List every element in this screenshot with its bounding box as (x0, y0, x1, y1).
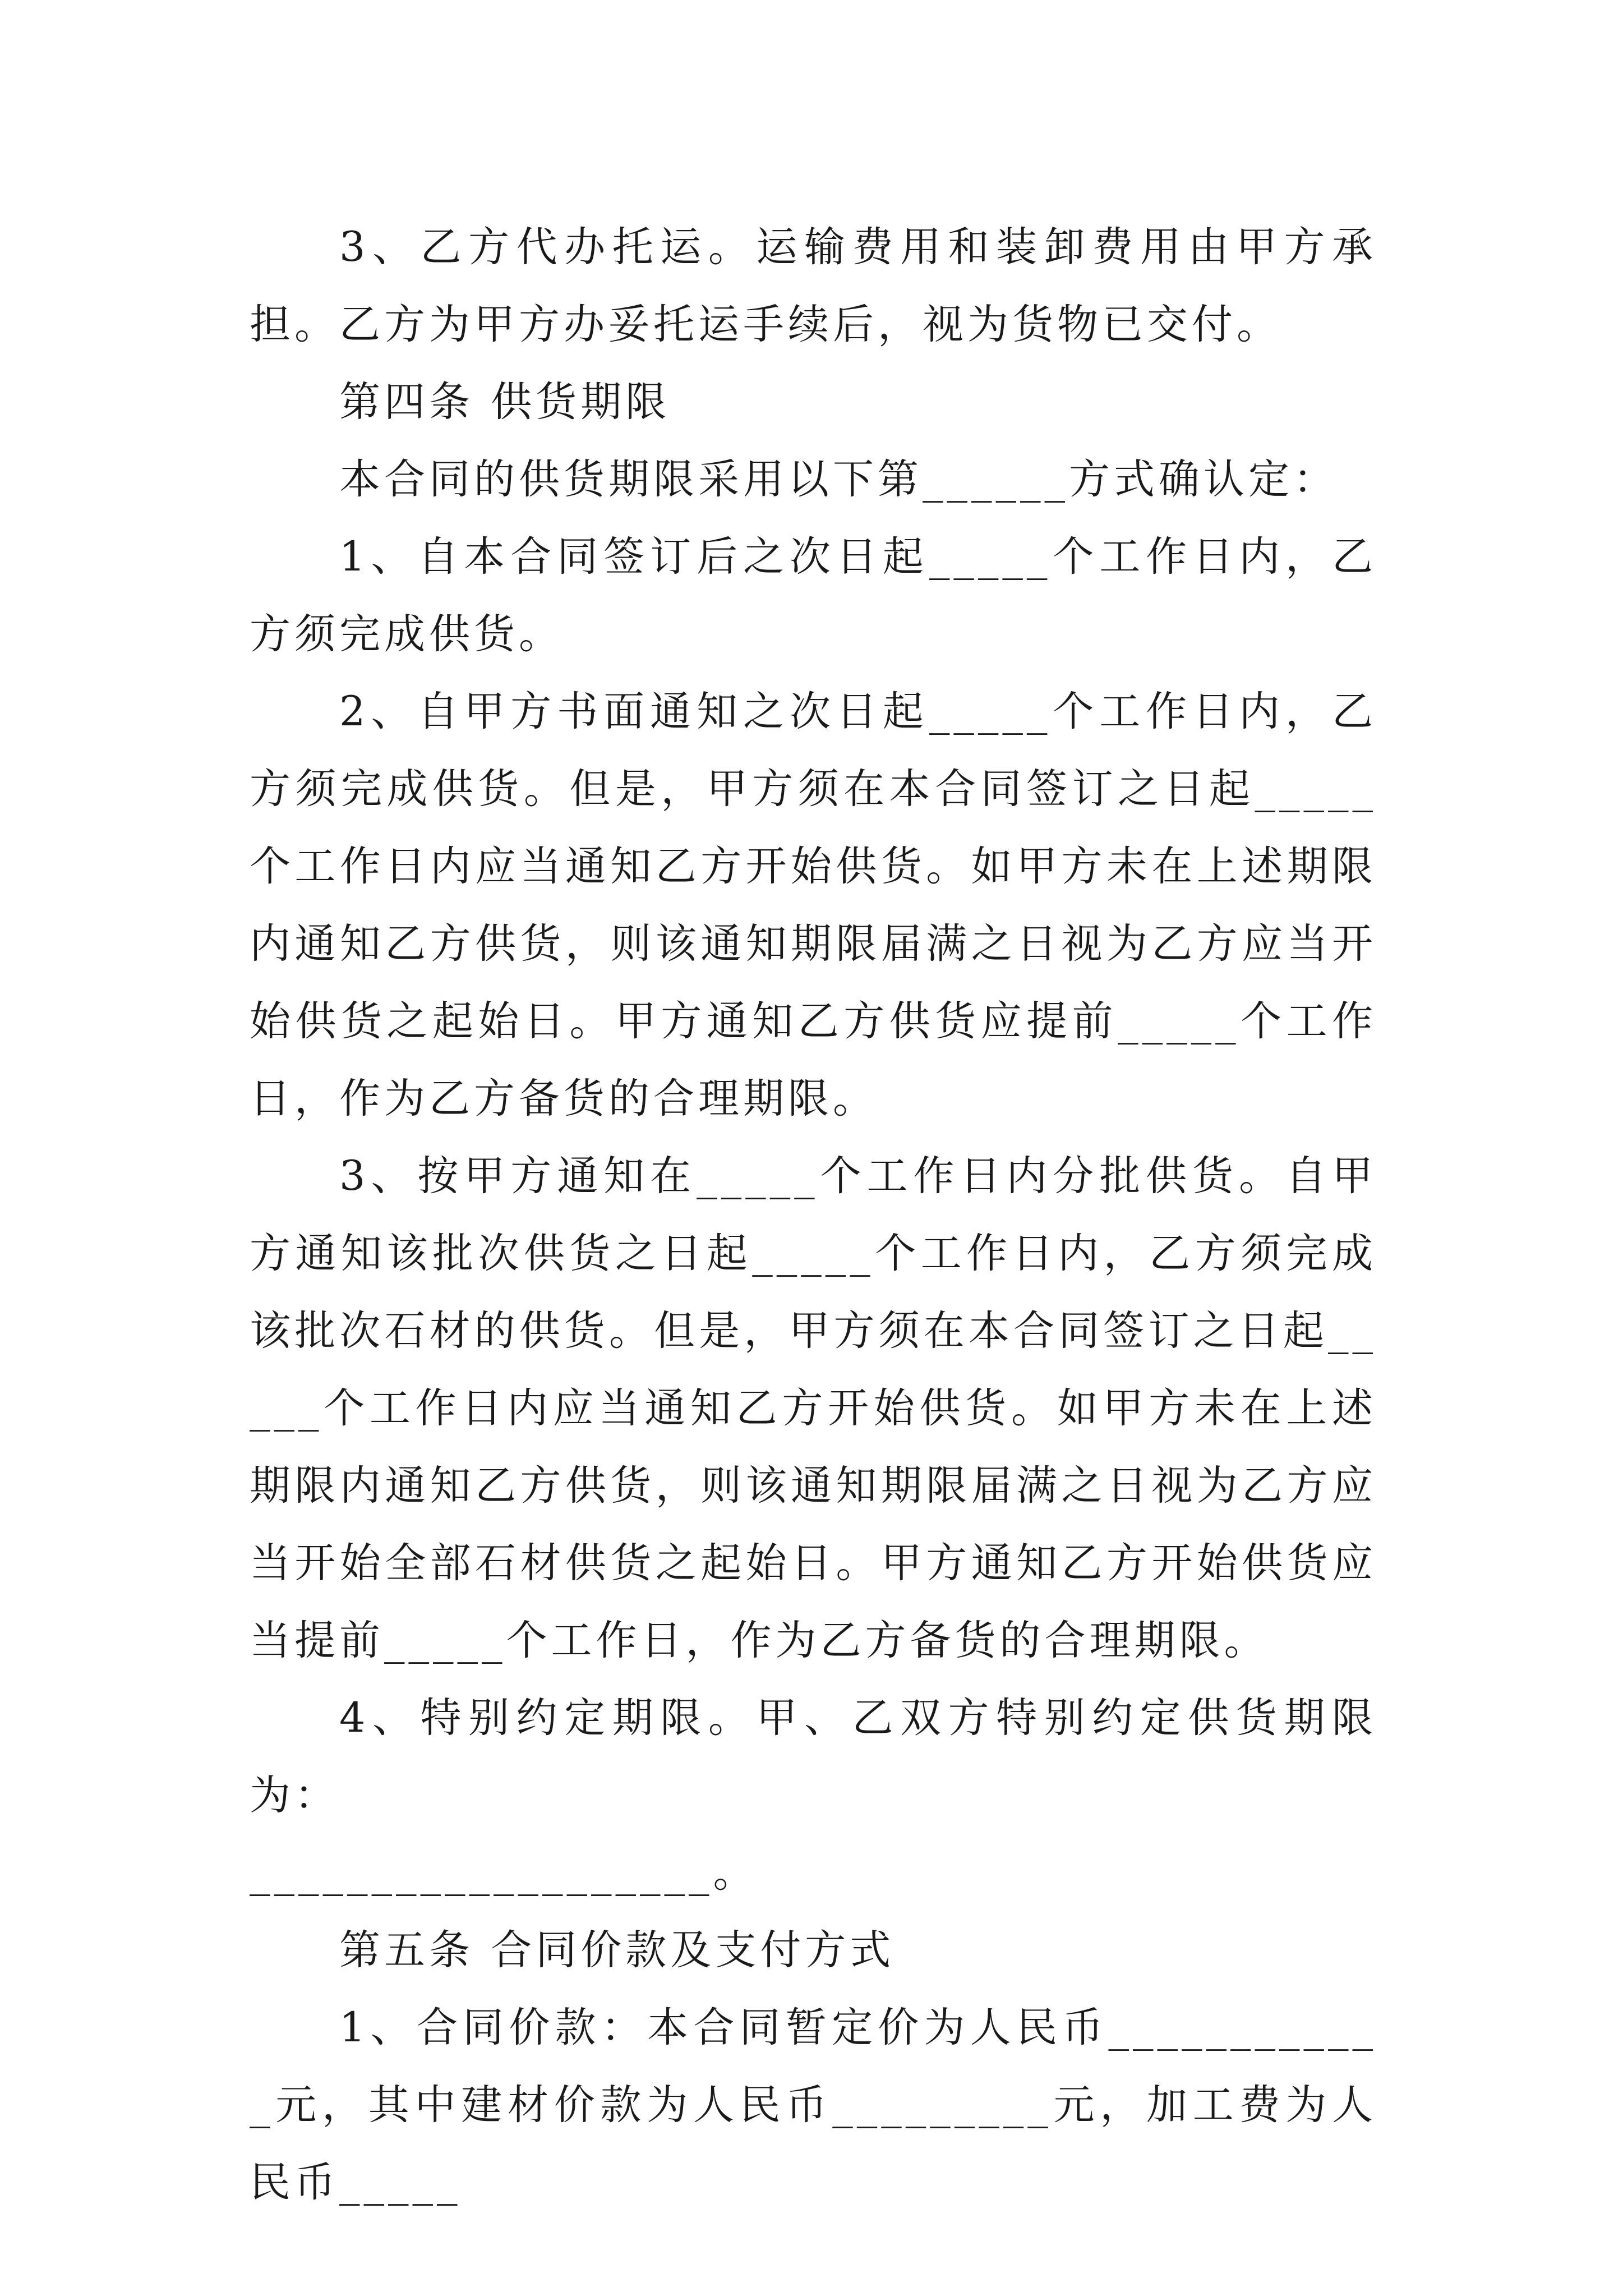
paragraph-delivery-term-method: 本合同的供货期限采用以下第______方式确认定： (339, 455, 1338, 503)
paragraph-contract-price: 1、合同价款：本合同暂定价为人民币____________元，其中建材价款为人民币_________元，加工费为人民币_____ (250, 2004, 1377, 2206)
paragraph-delivery-consignment: 3、乙方代办托运。运输费用和装卸费用由甲方承担。乙方为甲方办妥托运手续后，视为货物已交付。 (250, 223, 1377, 348)
heading-article-4: 第四条 供货期限 (339, 378, 671, 426)
paragraph-delivery-option-1: 1、自本合同签订后之次日起_____个工作日内，乙方须完成供货。 (250, 533, 1377, 658)
special-term-blank: ___________________。 (250, 1849, 758, 1897)
heading-article-5: 第五条 合同价款及支付方式 (339, 1926, 895, 1974)
document-body (250, 209, 1377, 2221)
paragraph-delivery-option-2: 2、自甲方书面通知之次日起_____个工作日内，乙方须完成供货。但是，甲方须在本合同签订之日起_____个工作日内应当通知乙方开始供货。如甲方未在上述期限内通知乙方供货，则该通知期限届满之日视为乙方应当开始供货之起始日。甲方通知乙方供货应提前_____个工作日，作为乙方备货的合理期限。 (250, 688, 1377, 1122)
paragraph-delivery-option-3: 3、按甲方通知在_____个工作日内分批供货。自甲方通知该批次供货之日起_____个工作日内，乙方须完成该批次石材的供货。但是，甲方须在本合同签订之日起_____个工作日内应当通知乙方开始供货。如甲方未在上述期限内通知乙方供货，则该通知期限届满之日视为乙方应当开始全部石材供货之起始日。甲方通知乙方开始供货应当提前_____个工作日，作为乙方备货的合理期限。 (250, 1152, 1377, 1664)
paragraph-delivery-option-4: 4、特别约定期限。甲、乙双方特别约定供货期限为： (250, 1694, 1377, 1819)
